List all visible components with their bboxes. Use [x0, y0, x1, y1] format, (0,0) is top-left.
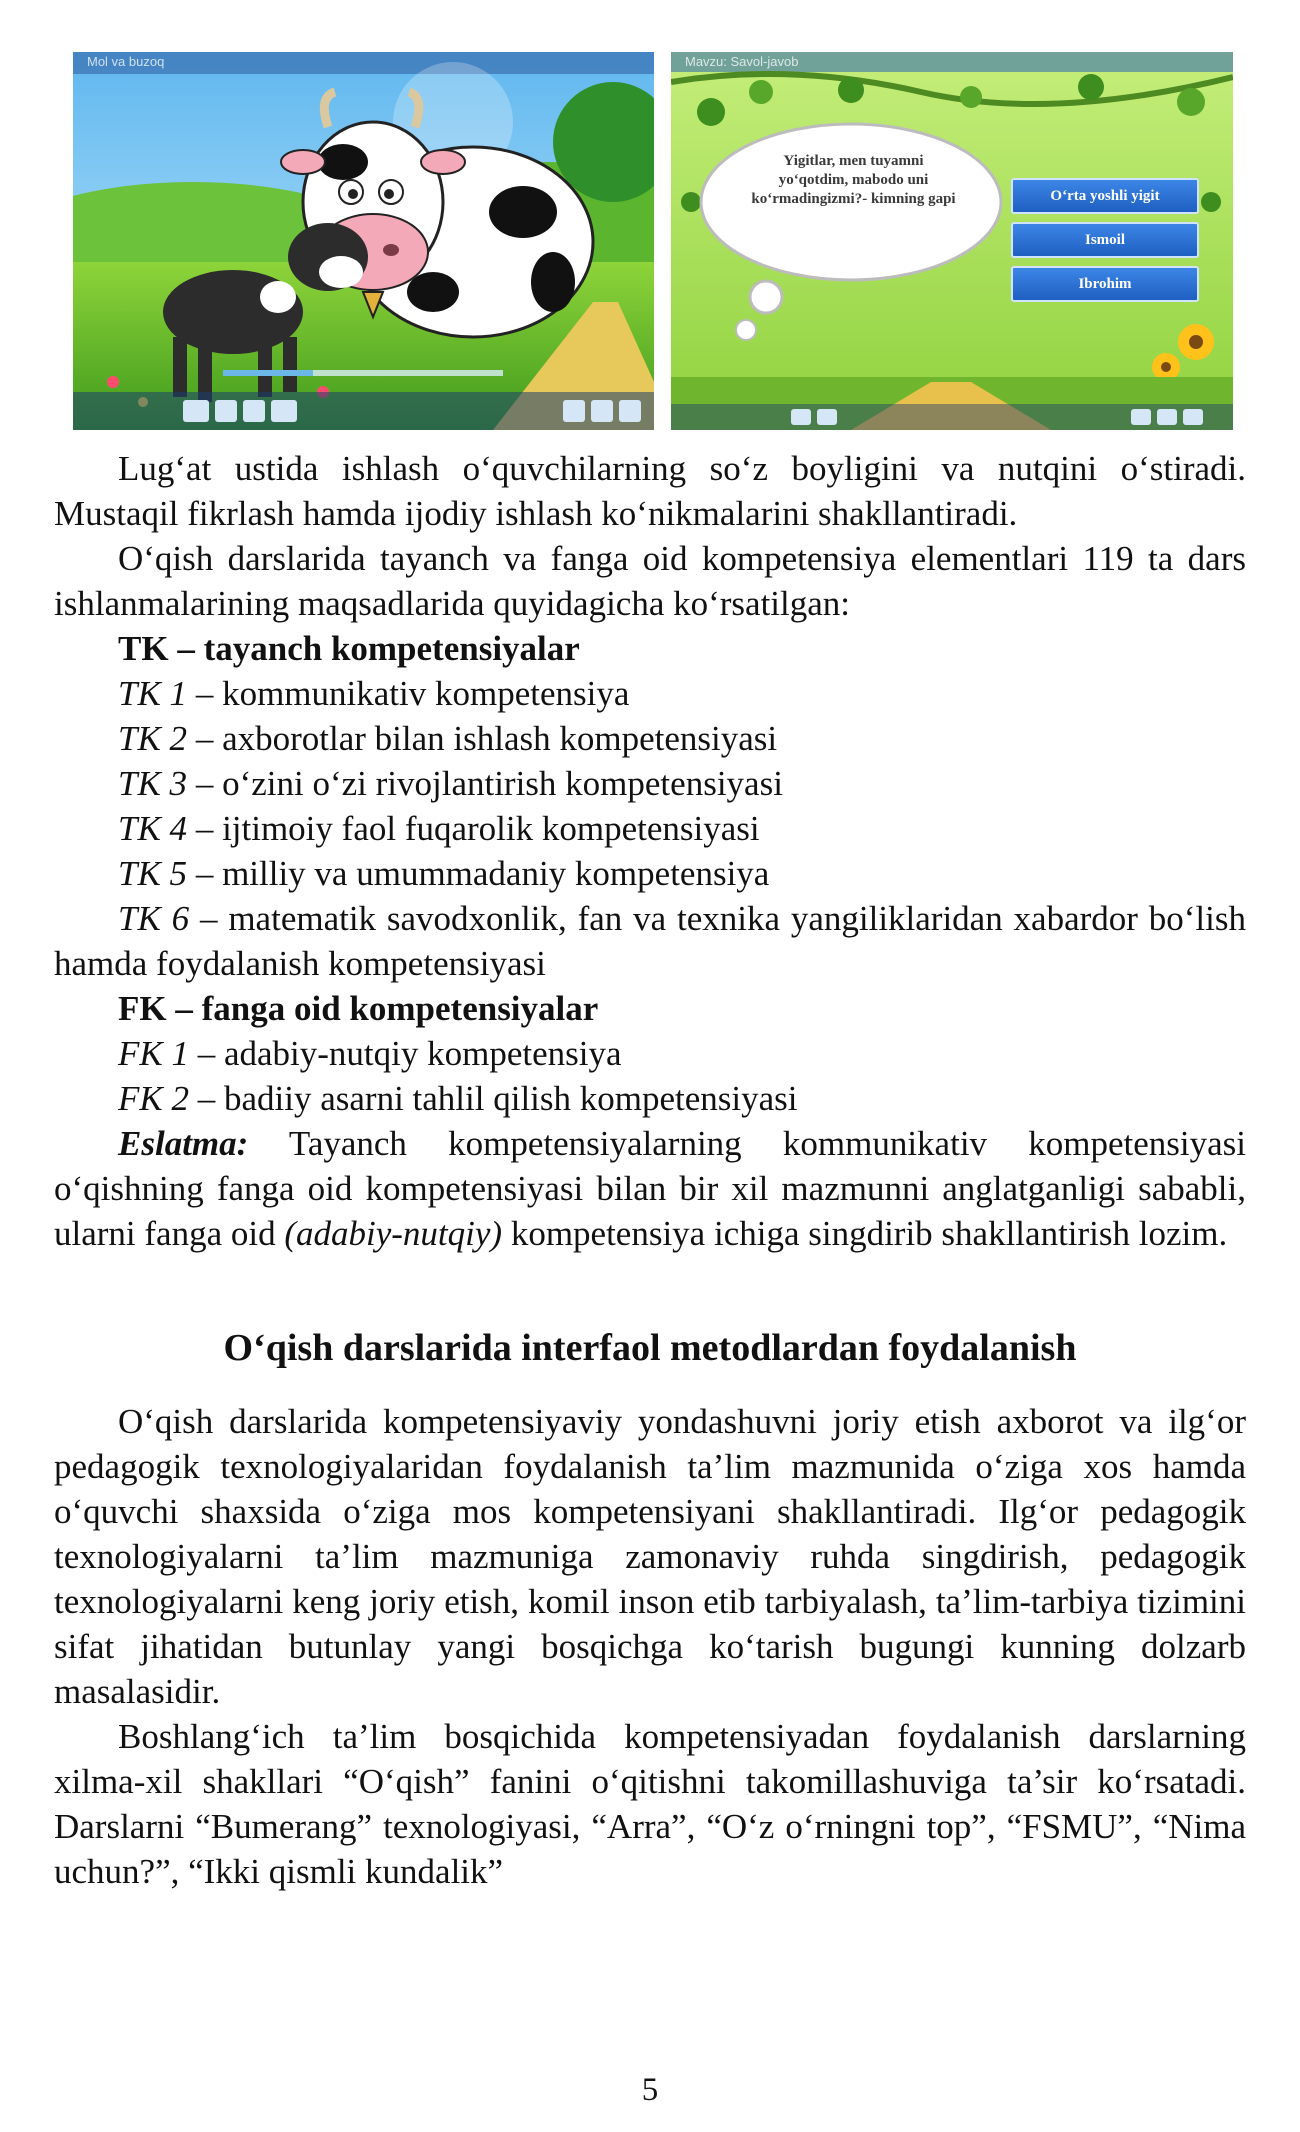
paragraph-3: O‘qish darslarida kompetensiyaviy yondashuvni joriy etish axborot va ilg‘or pedagogik texnologiyalaridan foydalanish ta’lim mazmunida o‘ziga xos hamda o‘quvchi shaxsida o‘ziga mos kompetensiyani shakllantiradi. Ilg‘or pedagogik texnologiyalarni ta’lim mazmuniga zamonaviy ruhda singdirish, pedagogik texnologiyalarni keng joriy etish, komil inson etib tarbiyalash, ta’lim-tarbiya tizimini sifat jihatidan butunlay yangi bosqichga ko‘tarish bugungi kunning dolzarb masalasidir. — [54, 1402, 1246, 1711]
note-text-2: kompetensiya ichiga singdirib shakllantirish lozim. — [502, 1214, 1228, 1253]
note-italic: (adabiy-nutqiy) — [284, 1214, 503, 1253]
quiz-question-text: Yigitlar, men tuyamni yo‘qotdim, mabodo uni ko‘rmadingizmi?- kimning gapi — [751, 153, 956, 207]
answer-button-2[interactable]: Ismoil — [1011, 222, 1199, 258]
tk-item-4 — [54, 806, 1246, 851]
tk-item-5-code: TK 5 — [118, 854, 188, 893]
fk-item-2-code: FK 2 — [118, 1079, 189, 1118]
tk-item-4-text: – ijtimoiy faol fuqarolik kompetensiyasi — [187, 809, 760, 848]
tk-item-6-text: – matematik savodxonlik, fan va texnika yangiliklaridan xabardor bo‘lish hamda foydalanish kompetensiyasi — [54, 899, 1246, 983]
answer-button-1[interactable]: O‘rta yoshli yigit — [1011, 178, 1199, 214]
tk-heading — [54, 626, 1246, 671]
figure-right-tab-title: Mavzu: Savol-javob — [685, 54, 799, 69]
paragraph-4: Boshlang‘ich ta’lim bosqichida kompetensiyadan foydalanish darslarning xilma-xil shakllari “O‘qish” fanini o‘qitishni takomillashuviga ta’sir ko‘rsatadi. Darslarni “Bumerang” texnologiyasi, “Arra”, “O‘z o‘rningni top”, “FSMU”, “Nima uchun?”, “Ikki qismli kundalik” — [54, 1717, 1246, 1891]
section-heading: O‘qish darslarida interfaol metodlardan foydalanish — [223, 1327, 1077, 1369]
fk-item-1 — [54, 1031, 1246, 1076]
note-text-1: Tayanch kompetensiyalarning kommunikativ kompetensiyasi o‘qishning fanga oid kompetensiyasi bilan bir xil mazmunni anglatganligi sababli, ularni fanga oid — [54, 1124, 1246, 1253]
tk-item-1 — [54, 671, 1246, 716]
tk-item-4-code: TK 4 — [118, 809, 188, 848]
page-body-text — [54, 446, 1246, 1894]
tk-item-3 — [54, 761, 1246, 806]
fk-item-2-text: – badiiy asarni tahlil qilish kompetensiyasi — [188, 1079, 798, 1118]
fk-heading-text: FK – fanga oid kompetensiyalar — [118, 989, 599, 1028]
cow-scene-image — [73, 52, 654, 430]
paragraph-1: Lug‘at ustida ishlash o‘quvchilarning so‘z boyligini va nutqini o‘stiradi. Mustaqil fikrlash hamda ijodiy ishlash ko‘nikmalarini shakllantiradi. — [54, 449, 1246, 533]
tk-item-5-text: – milliy va umummadaniy kompetensiya — [187, 854, 770, 893]
note-label: Eslatma: — [118, 1124, 249, 1163]
fk-heading — [54, 986, 1246, 1031]
tk-item-3-text: – o‘zini o‘zi rivojlantirish kompetensiyasi — [187, 764, 783, 803]
tk-item-3-code: TK 3 — [118, 764, 188, 803]
answer-button-3[interactable]: Ibrohim — [1011, 266, 1199, 302]
paragraph-2: O‘qish darslarida tayanch va fanga oid kompetensiya elementlari 119 ta dars ishlanmalarining maqsadlarida quyidagicha ko‘rsatilgan: — [54, 539, 1246, 623]
fk-item-1-code: FK 1 — [118, 1034, 189, 1073]
fk-item-1-text: – adabiy-nutqiy kompetensiya — [188, 1034, 622, 1073]
cow-cartoon-illustration — [73, 52, 654, 430]
fk-item-2 — [54, 1076, 1246, 1121]
figure-left-tab-title: Mol va buzoq — [87, 54, 165, 69]
note-paragraph — [54, 1121, 1246, 1256]
tk-item-1-text: – kommunikativ kompetensiya — [187, 674, 630, 713]
tk-item-6 — [54, 896, 1246, 986]
tk-item-6-code: TK 6 — [118, 899, 190, 938]
tk-item-2-text: – axborotlar bilan ishlash kompetensiyasi — [187, 719, 778, 758]
tk-item-2 — [54, 716, 1246, 761]
quiz-screen-illustration — [671, 52, 1233, 430]
tk-item-5 — [54, 851, 1246, 896]
page-number: 5 — [641, 2072, 659, 2108]
tk-heading-text: TK – tayanch kompetensiyalar — [118, 629, 580, 668]
tk-item-2-code: TK 2 — [118, 719, 188, 758]
tk-item-1-code: TK 1 — [118, 674, 188, 713]
